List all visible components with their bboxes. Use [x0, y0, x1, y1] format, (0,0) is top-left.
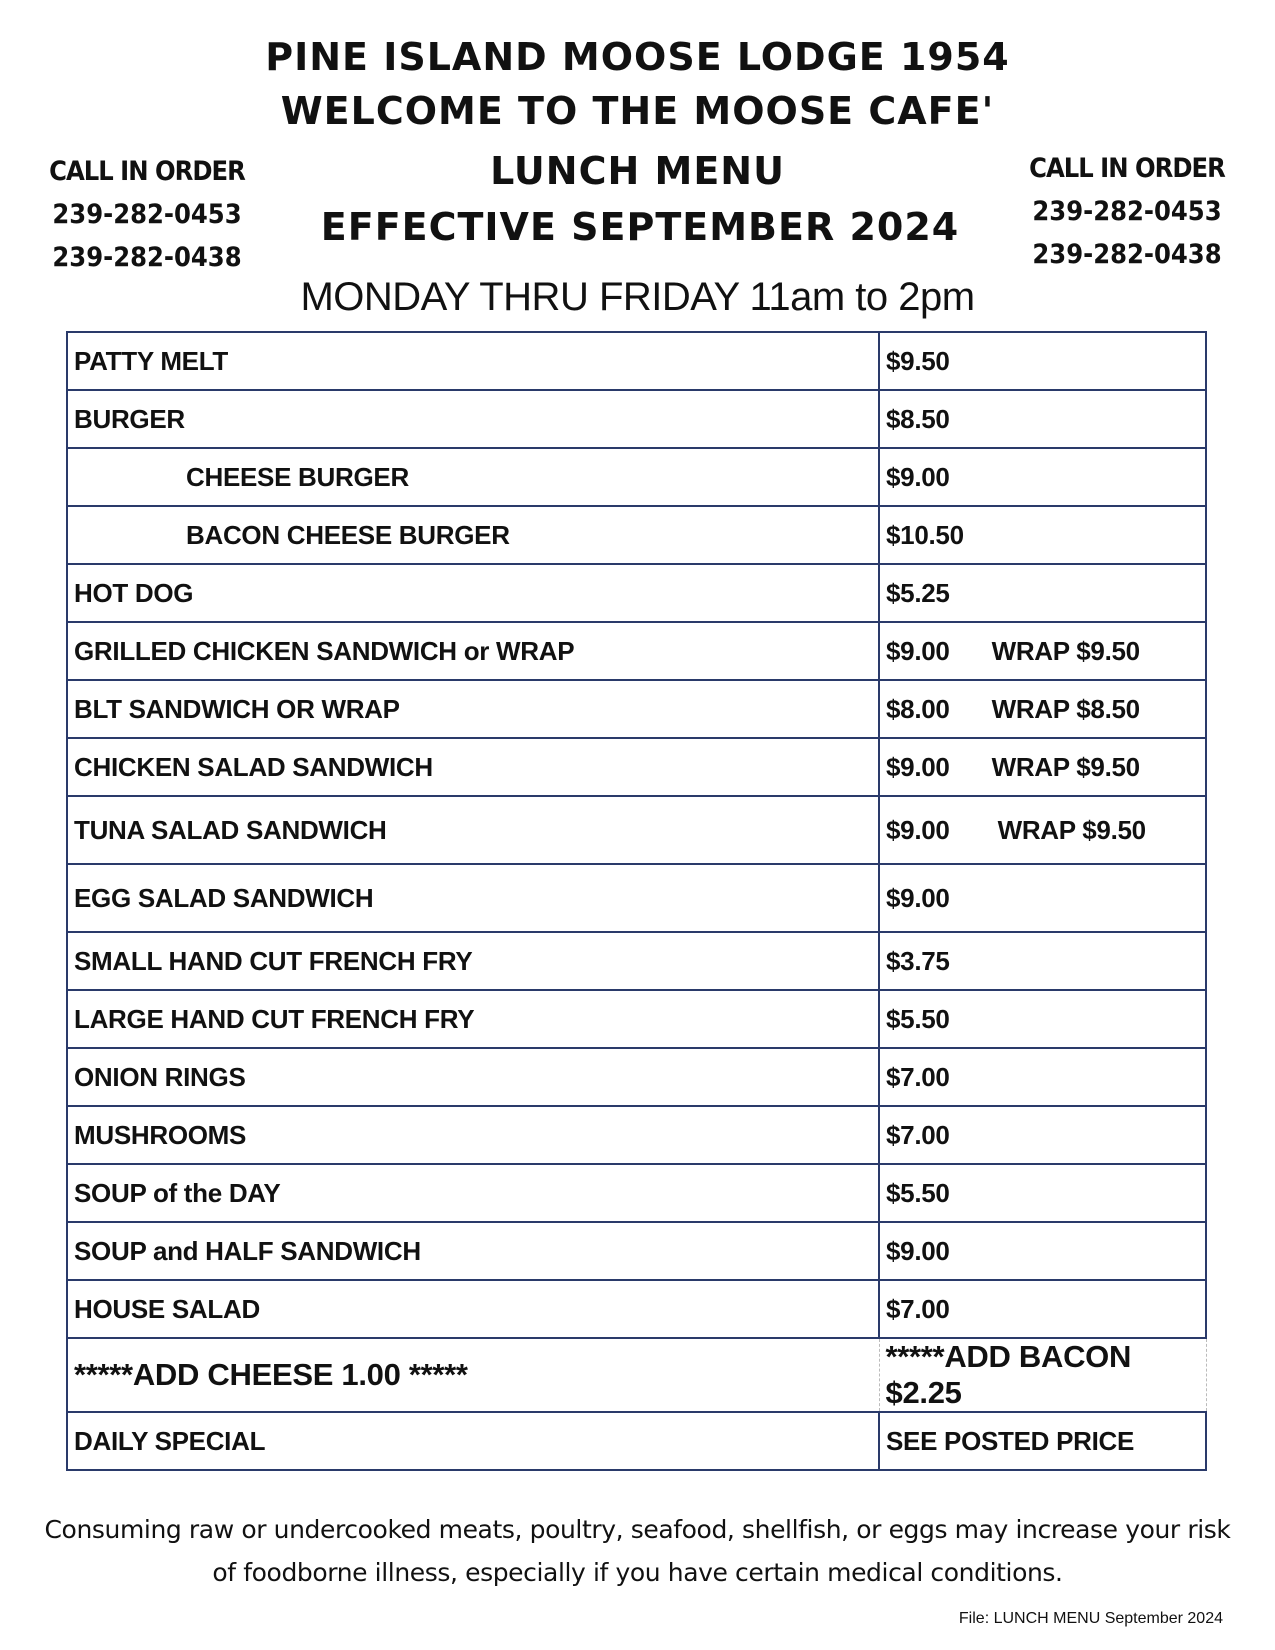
call-in-heading: CALL IN ORDER — [49, 156, 245, 187]
menu-price: $5.25 — [879, 564, 1206, 622]
wrap-price: WRAP $8.50 — [991, 693, 1140, 724]
menu-row — [67, 1164, 1206, 1222]
menu-row — [67, 796, 1206, 864]
menu-row — [67, 738, 1206, 796]
menu-price: $7.00 — [879, 1280, 1206, 1338]
menu-item: MUSHROOMS — [67, 1106, 879, 1164]
menu-price: $9.00 — [886, 635, 950, 666]
menu-item: CHICKEN SALAD SANDWICH — [67, 738, 879, 796]
menu-item: SOUP of the DAY — [67, 1164, 879, 1222]
menu-item: BURGER — [67, 390, 879, 448]
menu-row — [67, 390, 1206, 448]
menu-row — [67, 448, 1206, 506]
menu-price: $10.50 — [879, 506, 1206, 564]
add-bacon: *****ADD BACON $2.25 — [879, 1338, 1206, 1412]
menu-item: CHEESE BURGER — [67, 448, 879, 506]
menu-item: HOUSE SALAD — [67, 1280, 879, 1338]
disclaimer-line: of foodborne illness, especially if you have certain medical conditions. — [212, 1558, 1063, 1587]
menu-price: $9.00 — [886, 814, 950, 845]
menu-price-cell — [879, 738, 1206, 796]
special-row — [67, 1412, 1206, 1470]
special-price: SEE POSTED PRICE — [879, 1412, 1206, 1470]
call-in-heading: CALL IN ORDER — [1029, 153, 1225, 184]
menu-price: $9.00 — [879, 1222, 1206, 1280]
wrap-price: WRAP $9.50 — [991, 751, 1140, 782]
menu-price: $8.50 — [879, 390, 1206, 448]
welcome-title: WELCOME TO THE MOOSE CAFE' — [280, 89, 995, 133]
menu-price: $9.00 — [879, 448, 1206, 506]
menu-item: SOUP and HALF SANDWICH — [67, 1222, 879, 1280]
call-in-right — [1012, 155, 1242, 284]
menu-item: ONION RINGS — [67, 1048, 879, 1106]
addon-row — [67, 1338, 1206, 1412]
menu-price-cell — [879, 622, 1206, 680]
phone-number: 239-282-0438 — [52, 242, 242, 273]
menu-row — [67, 1048, 1206, 1106]
menu-price: $5.50 — [879, 1164, 1206, 1222]
menu-row — [67, 990, 1206, 1048]
menu-row — [67, 1106, 1206, 1164]
menu-price: $7.00 — [879, 1106, 1206, 1164]
menu-item: PATTY MELT — [67, 332, 879, 390]
menu-price-cell — [879, 796, 1206, 864]
menu-price-cell — [879, 680, 1206, 738]
phone-number: 239-282-0453 — [1032, 196, 1222, 227]
menu-price: $3.75 — [879, 932, 1206, 990]
menu-item: EGG SALAD SANDWICH — [67, 864, 879, 932]
menu-row — [67, 506, 1206, 564]
menu-row — [67, 932, 1206, 990]
menu-item: LARGE HAND CUT FRENCH FRY — [67, 990, 879, 1048]
menu-row — [67, 622, 1206, 680]
effective-date: EFFECTIVE SEPTEMBER 2024 — [320, 205, 960, 249]
menu-row — [67, 332, 1206, 390]
menu-item: BLT SANDWICH OR WRAP — [67, 680, 879, 738]
menu-table — [66, 331, 1207, 1471]
menu-row — [67, 1222, 1206, 1280]
menu-row — [67, 564, 1206, 622]
food-safety-disclaimer — [40, 1508, 1235, 1594]
menu-row — [67, 1280, 1206, 1338]
menu-price: $9.00 — [879, 864, 1206, 932]
menu-price: $8.00 — [886, 693, 950, 724]
phone-number: 239-282-0453 — [52, 199, 242, 230]
menu-row — [67, 680, 1206, 738]
menu-item: BACON CHEESE BURGER — [67, 506, 879, 564]
menu-row — [67, 864, 1206, 932]
add-cheese: *****ADD CHEESE 1.00 ***** — [67, 1338, 879, 1412]
lodge-title: PINE ISLAND MOOSE LODGE 1954 — [265, 35, 1010, 79]
menu-item: GRILLED CHICKEN SANDWICH or WRAP — [67, 622, 879, 680]
disclaimer-line: Consuming raw or undercooked meats, poultry, seafood, shellfish, or eggs may increase your risk — [44, 1515, 1231, 1544]
call-in-left — [32, 158, 262, 287]
menu-price: $5.50 — [879, 990, 1206, 1048]
menu-price: $9.50 — [879, 332, 1206, 390]
wrap-price: WRAP $9.50 — [991, 635, 1140, 666]
wrap-price: WRAP $9.50 — [997, 814, 1146, 845]
menu-price: $7.00 — [879, 1048, 1206, 1106]
menu-item: SMALL HAND CUT FRENCH FRY — [67, 932, 879, 990]
file-note: File: LUNCH MENU September 2024 — [958, 1610, 1223, 1627]
menu-item: TUNA SALAD SANDWICH — [67, 796, 879, 864]
menu-price: $9.00 — [886, 751, 950, 782]
menu-title: LUNCH MENU — [490, 149, 785, 193]
hours: MONDAY THRU FRIDAY 11am to 2pm — [300, 275, 975, 319]
daily-special: DAILY SPECIAL — [67, 1412, 879, 1470]
phone-number: 239-282-0438 — [1032, 239, 1222, 270]
menu-item: HOT DOG — [67, 564, 879, 622]
